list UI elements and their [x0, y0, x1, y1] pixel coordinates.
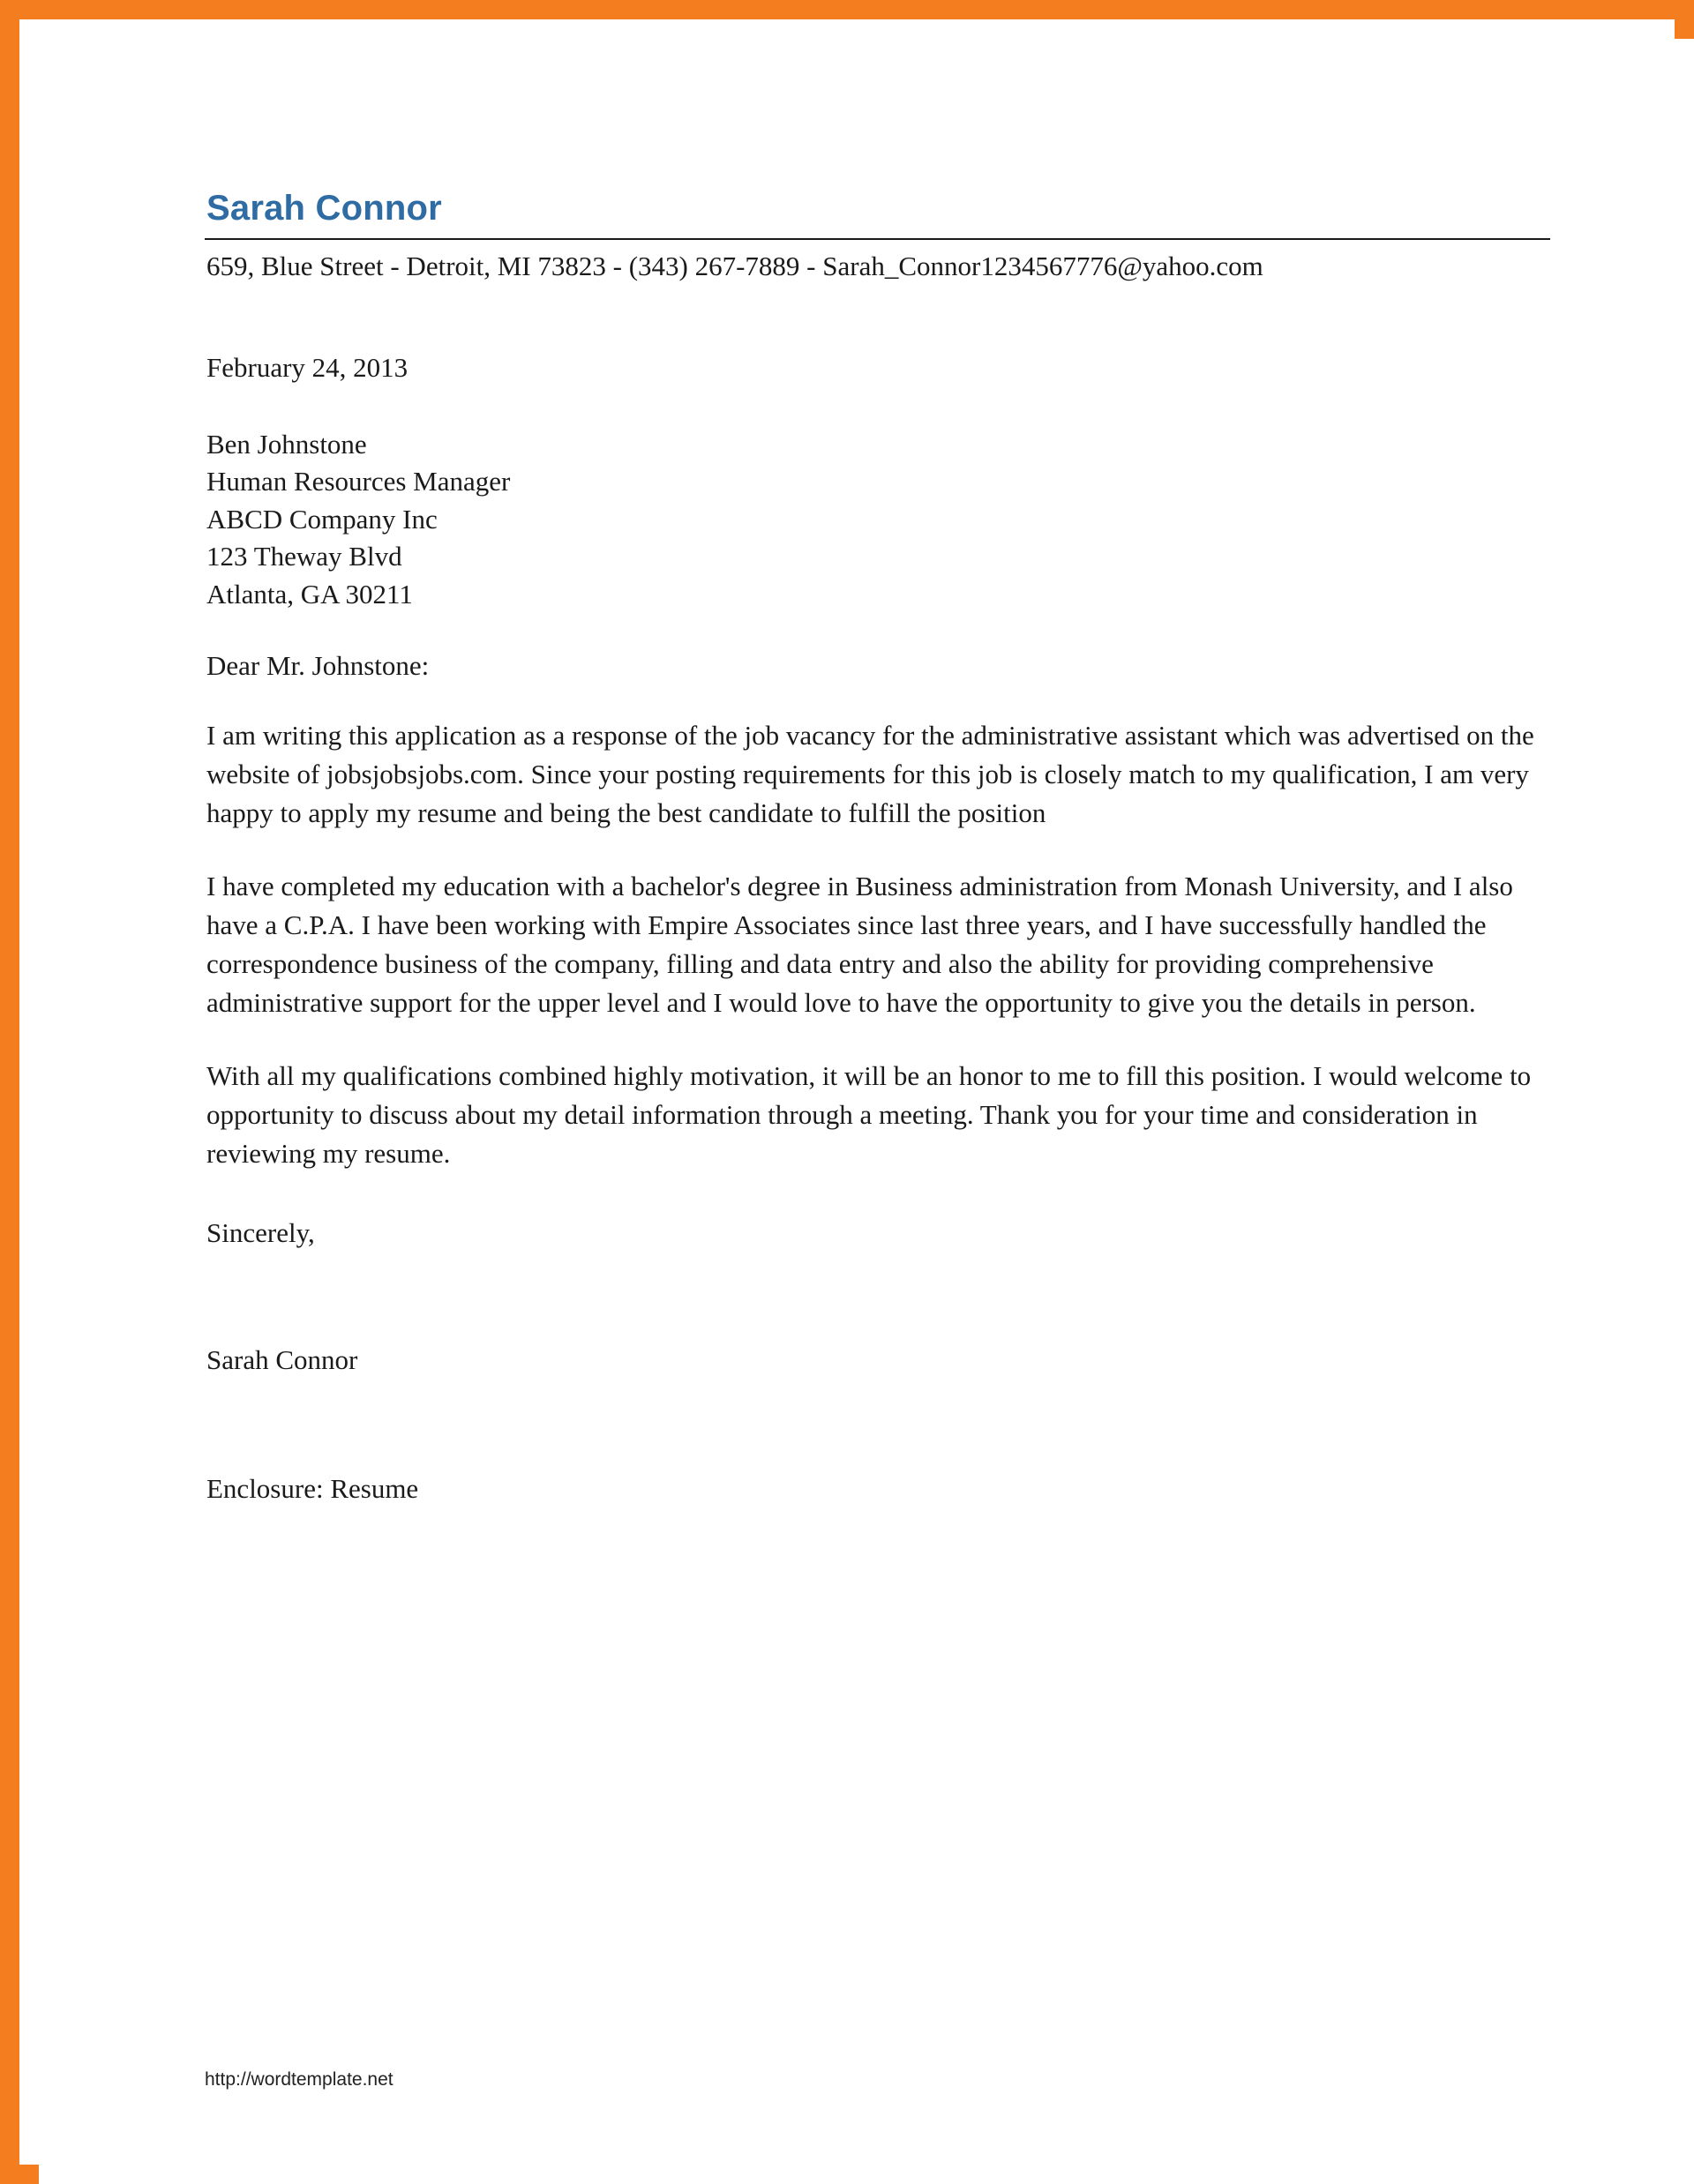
recipient-company: ABCD Company Inc: [206, 503, 438, 535]
letter-closing: Sincerely,: [206, 1217, 315, 1249]
recipient-title: Human Resources Manager: [206, 466, 511, 497]
recipient-street: 123 Theway Blvd: [206, 541, 402, 572]
letterhead-divider: [205, 238, 1550, 240]
letter-signature-name: Sarah Connor: [206, 1344, 358, 1376]
cover-letter-body: [205, 189, 1555, 1505]
letter-paragraph-1: I am writing this application as a response of the job vacancy for the administrative assistant which was advertised on the website of jobsjobsjobs.com. Since your posting requirements for this job is closely match to my qualification, I am very happy to apply my resume and being the best candidate to fulfill the position: [206, 720, 1534, 829]
letterhead-name: Sarah Connor: [206, 189, 442, 228]
recipient-address-block: [205, 426, 1555, 613]
letter-enclosure: Enclosure: Resume: [206, 1473, 419, 1505]
footer-source-url: http://wordtemplate.net: [205, 2069, 394, 2090]
letter-paragraph-3: With all my qualifications combined highly motivation, it will be an honor to me to fill this position. I would welcome to opportunity to discuss about my detail information through a meeting. Thank you for your time and consideration in reviewing my resume.: [206, 1060, 1532, 1170]
letter-paragraph-2: I have completed my education with a bachelor's degree in Business administration from Monash University, and I also have a C.P.A. I have been working with Empire Associates since last three years, and I have successfully handled the correspondence business of the company, filling and data entry and also the ability for providing comprehensive administrative support for the upper level and I would love to have the opportunity to give you the details in person.: [206, 871, 1513, 1019]
recipient-name: Ben Johnstone: [206, 428, 367, 460]
letter-date: February 24, 2013: [206, 351, 409, 383]
letter-sheet: [39, 39, 1694, 2184]
recipient-city-state-zip: Atlanta, GA 30211: [206, 578, 413, 610]
letterhead-contact-line: 659, Blue Street - Detroit, MI 73823 - (343) 267-7889 - Sarah_Connor1234567776@yahoo.com: [206, 251, 1263, 281]
letter-salutation: Dear Mr. Johnstone:: [206, 650, 430, 682]
